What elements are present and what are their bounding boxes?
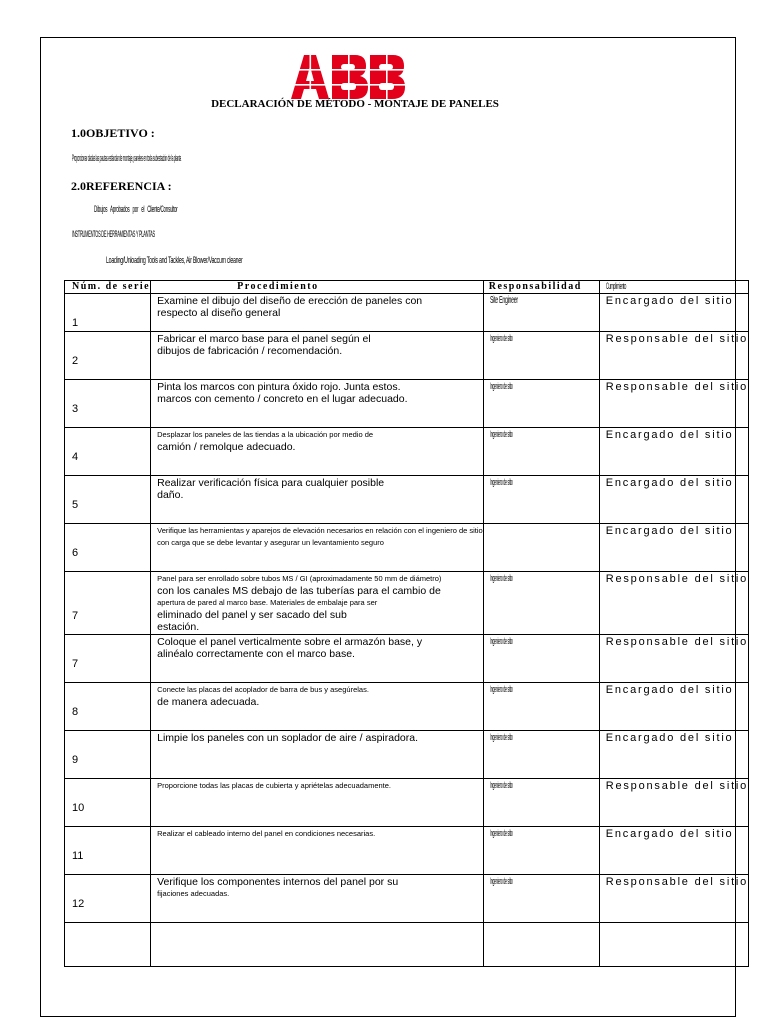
procedure-line: Fabricar el marco base para el panel según el (157, 333, 371, 345)
procedure-line: estación. (157, 621, 200, 633)
document-title: DECLARACIÓN DE MÉTODO - MONTAJE DE PANELES (211, 98, 499, 110)
cell-responsibility (483, 683, 599, 731)
cell-num (65, 332, 151, 380)
header-procedure: Procedimiento (151, 281, 484, 294)
site-role-text: Encargado del sitio (605, 732, 734, 744)
reference-line-2: INSTRUMENTOS DE HERRAMIENTAS Y PLANTAS (72, 229, 155, 239)
procedure-line: alinéalo correctamente con el marco base. (157, 648, 355, 660)
serial-number: 4 (72, 451, 79, 463)
cell-responsibility (483, 779, 599, 827)
abb-logo (291, 55, 405, 99)
cell-procedure (151, 428, 484, 476)
responsibility-text: Ingeniero de sitio (489, 573, 513, 583)
table-row (65, 731, 749, 779)
table-row (65, 380, 749, 428)
site-role-text: Encargado del sitio (605, 295, 734, 307)
cell-site-role (599, 827, 748, 875)
site-role-text: Responsable del sitio (605, 876, 749, 888)
cell-site-role (599, 779, 748, 827)
cell-procedure (151, 294, 484, 332)
cell-procedure (151, 332, 484, 380)
cell-procedure (151, 380, 484, 428)
cell-responsibility (483, 572, 599, 635)
serial-number: 11 (72, 850, 84, 862)
responsibility-text: Ingeniero de sitio (489, 477, 513, 487)
procedure-line: Realizar el cableado interno del panel en condiciones necesarias. (157, 829, 376, 838)
serial-number: 5 (72, 499, 79, 511)
responsibility-text: Ingeniero de sitio (489, 429, 513, 439)
procedure-line: apertura de pared al marco base. Materiales de embalaje para ser (157, 598, 378, 607)
cell-num (65, 380, 151, 428)
empty-cell (65, 923, 151, 967)
cell-site-role (599, 731, 748, 779)
procedure-line: Limpie los paneles con un soplador de aire / aspiradora. (157, 732, 419, 744)
cell-responsibility (483, 380, 599, 428)
reference-heading: 2.0REFERENCIA : (71, 179, 172, 193)
cell-site-role (599, 476, 748, 524)
site-role-text: Encargado del sitio (605, 684, 734, 696)
cell-responsibility (483, 524, 599, 572)
serial-number: 7 (72, 610, 79, 622)
site-role-text: Encargado del sitio (605, 477, 734, 489)
cell-site-role (599, 635, 748, 683)
responsibility-text: Ingeniero de sitio (489, 333, 513, 343)
cell-site-role (599, 524, 748, 572)
serial-number: 7 (72, 658, 79, 670)
cell-responsibility (483, 294, 599, 332)
cell-procedure (151, 572, 484, 635)
table-row (65, 779, 749, 827)
serial-number: 8 (72, 706, 79, 718)
serial-number: 3 (72, 403, 79, 415)
header-compliance: Cumplimiento (599, 281, 748, 294)
responsibility-text: Ingeniero de sitio (489, 684, 513, 694)
cell-site-role (599, 428, 748, 476)
table-row (65, 572, 749, 635)
serial-number: 1 (72, 317, 79, 329)
empty-cell (151, 923, 484, 967)
cell-num (65, 827, 151, 875)
cell-num (65, 683, 151, 731)
table-row (65, 428, 749, 476)
header-responsibility: Responsabilidad (483, 281, 599, 294)
cell-responsibility (483, 635, 599, 683)
serial-number: 12 (72, 898, 85, 910)
site-role-text: Encargado del sitio (605, 525, 734, 537)
procedure-line: con los canales MS debajo de las tuberías para el cambio de (157, 585, 441, 597)
serial-number: 2 (72, 355, 79, 367)
procedure-line: Realizar verificación física para cualquier posible (157, 477, 385, 489)
procedure-line: marcos con cemento / concreto en el lugar adecuado. (157, 393, 408, 405)
cell-procedure (151, 683, 484, 731)
procedure-line: camión / remolque adecuado. (157, 441, 296, 453)
site-role-text: Encargado del sitio (605, 429, 734, 441)
cell-responsibility (483, 731, 599, 779)
procedure-line: Desplazar los paneles de las tiendas a la ubicación por medio de (157, 430, 374, 439)
cell-procedure (151, 875, 484, 923)
table-row-empty (65, 923, 749, 967)
procedure-line: dibujos de fabricación / recomendación. (157, 345, 343, 357)
serial-number: 10 (72, 802, 85, 814)
responsibility-text: Ingeniero de sitio (489, 780, 513, 790)
procedure-line: Proporcione todas las placas de cubierta y apriételas adecuadamente. (157, 781, 392, 790)
responsibility-text: Ingeniero de sitio (489, 828, 513, 838)
procedure-line: eliminado del panel y ser sacado del sub (157, 609, 347, 621)
cell-num (65, 875, 151, 923)
procedure-line: Panel para ser enrollado sobre tubos MS / GI (aproximadamente 50 mm de diámetro) (157, 574, 442, 583)
responsibility-text: Ingeniero de sitio (489, 381, 513, 391)
cell-procedure (151, 524, 484, 572)
cell-num (65, 731, 151, 779)
serial-number: 6 (72, 547, 79, 559)
procedure-line: de manera adecuada. (157, 696, 260, 708)
cell-procedure (151, 476, 484, 524)
table-row (65, 524, 749, 572)
table-row (65, 827, 749, 875)
cell-responsibility (483, 428, 599, 476)
site-role-text: Responsable del sitio (605, 573, 749, 585)
objective-heading: 1.0OBJETIVO : (71, 126, 155, 140)
procedure-line: Examine el dibujo del diseño de erección de paneles con (157, 295, 423, 307)
table-row (65, 332, 749, 380)
site-role-text: Encargado del sitio (605, 828, 734, 840)
cell-num (65, 572, 151, 635)
site-role-text: Responsable del sitio (605, 780, 749, 792)
cell-site-role (599, 332, 748, 380)
cell-responsibility (483, 476, 599, 524)
objective-text: Proporcionar dadas las pautas estándar de montaje, paneles en toda subestación de la planta (72, 153, 182, 163)
procedure-line: daño. (157, 489, 184, 501)
cell-site-role (599, 683, 748, 731)
table-row (65, 875, 749, 923)
cell-site-role (599, 875, 748, 923)
cell-num (65, 476, 151, 524)
site-role-text: Responsable del sitio (605, 636, 749, 648)
site-role-text: Responsable del sitio (605, 381, 749, 393)
responsibility-text: Ingeniero de sitio (489, 732, 513, 742)
cell-num (65, 294, 151, 332)
procedure-table (64, 280, 749, 967)
procedure-line: fijaciones adecuadas. (157, 889, 230, 898)
responsibility-text: Ingeniero de sitio (489, 876, 513, 886)
cell-responsibility (483, 827, 599, 875)
table-row (65, 635, 749, 683)
table-row (65, 476, 749, 524)
empty-cell (483, 923, 599, 967)
procedure-line: con carga que se debe levantar y asegurar un levantamiento seguro (157, 538, 384, 547)
cell-num (65, 524, 151, 572)
cell-site-role (599, 380, 748, 428)
cell-responsibility (483, 875, 599, 923)
serial-number: 9 (72, 754, 79, 766)
procedure-line: Verifique los componentes internos del panel por su (157, 876, 399, 888)
reference-line-1: Dibujos Aprobados por el Cliente/Consultor (94, 204, 178, 214)
site-role-text: Responsable del sitio (605, 333, 749, 345)
procedure-line: Conecte las placas del acoplador de barra de bus y asegúrelas. (157, 685, 369, 694)
procedure-line: Verifique las herramientas y aparejos de elevación necesarios en relación con el ingeniero de sitio (157, 526, 483, 535)
procedure-line: Pinta los marcos con pintura óxido rojo. Junta estos. (157, 381, 401, 393)
header-num: Núm. de serie (65, 281, 151, 294)
procedure-line: Coloque el panel verticalmente sobre el armazón base, y (157, 636, 423, 648)
cell-num (65, 779, 151, 827)
cell-responsibility (483, 332, 599, 380)
cell-num (65, 635, 151, 683)
cell-num (65, 428, 151, 476)
responsibility-text: Ingeniero de sitio (489, 636, 513, 646)
table-row (65, 683, 749, 731)
cell-procedure (151, 731, 484, 779)
responsibility-text: Site Engineer (489, 295, 518, 306)
empty-cell (599, 923, 748, 967)
cell-site-role (599, 572, 748, 635)
table-row (65, 294, 749, 332)
procedure-line: respecto al diseño general (157, 307, 281, 319)
reference-line-3: Loading/Unloading Tools and Tackles, Air Blower/Vaccum cleaner (106, 255, 243, 265)
table-header-row (65, 281, 749, 294)
cell-site-role (599, 294, 748, 332)
cell-procedure (151, 635, 484, 683)
cell-procedure (151, 827, 484, 875)
cell-procedure (151, 779, 484, 827)
